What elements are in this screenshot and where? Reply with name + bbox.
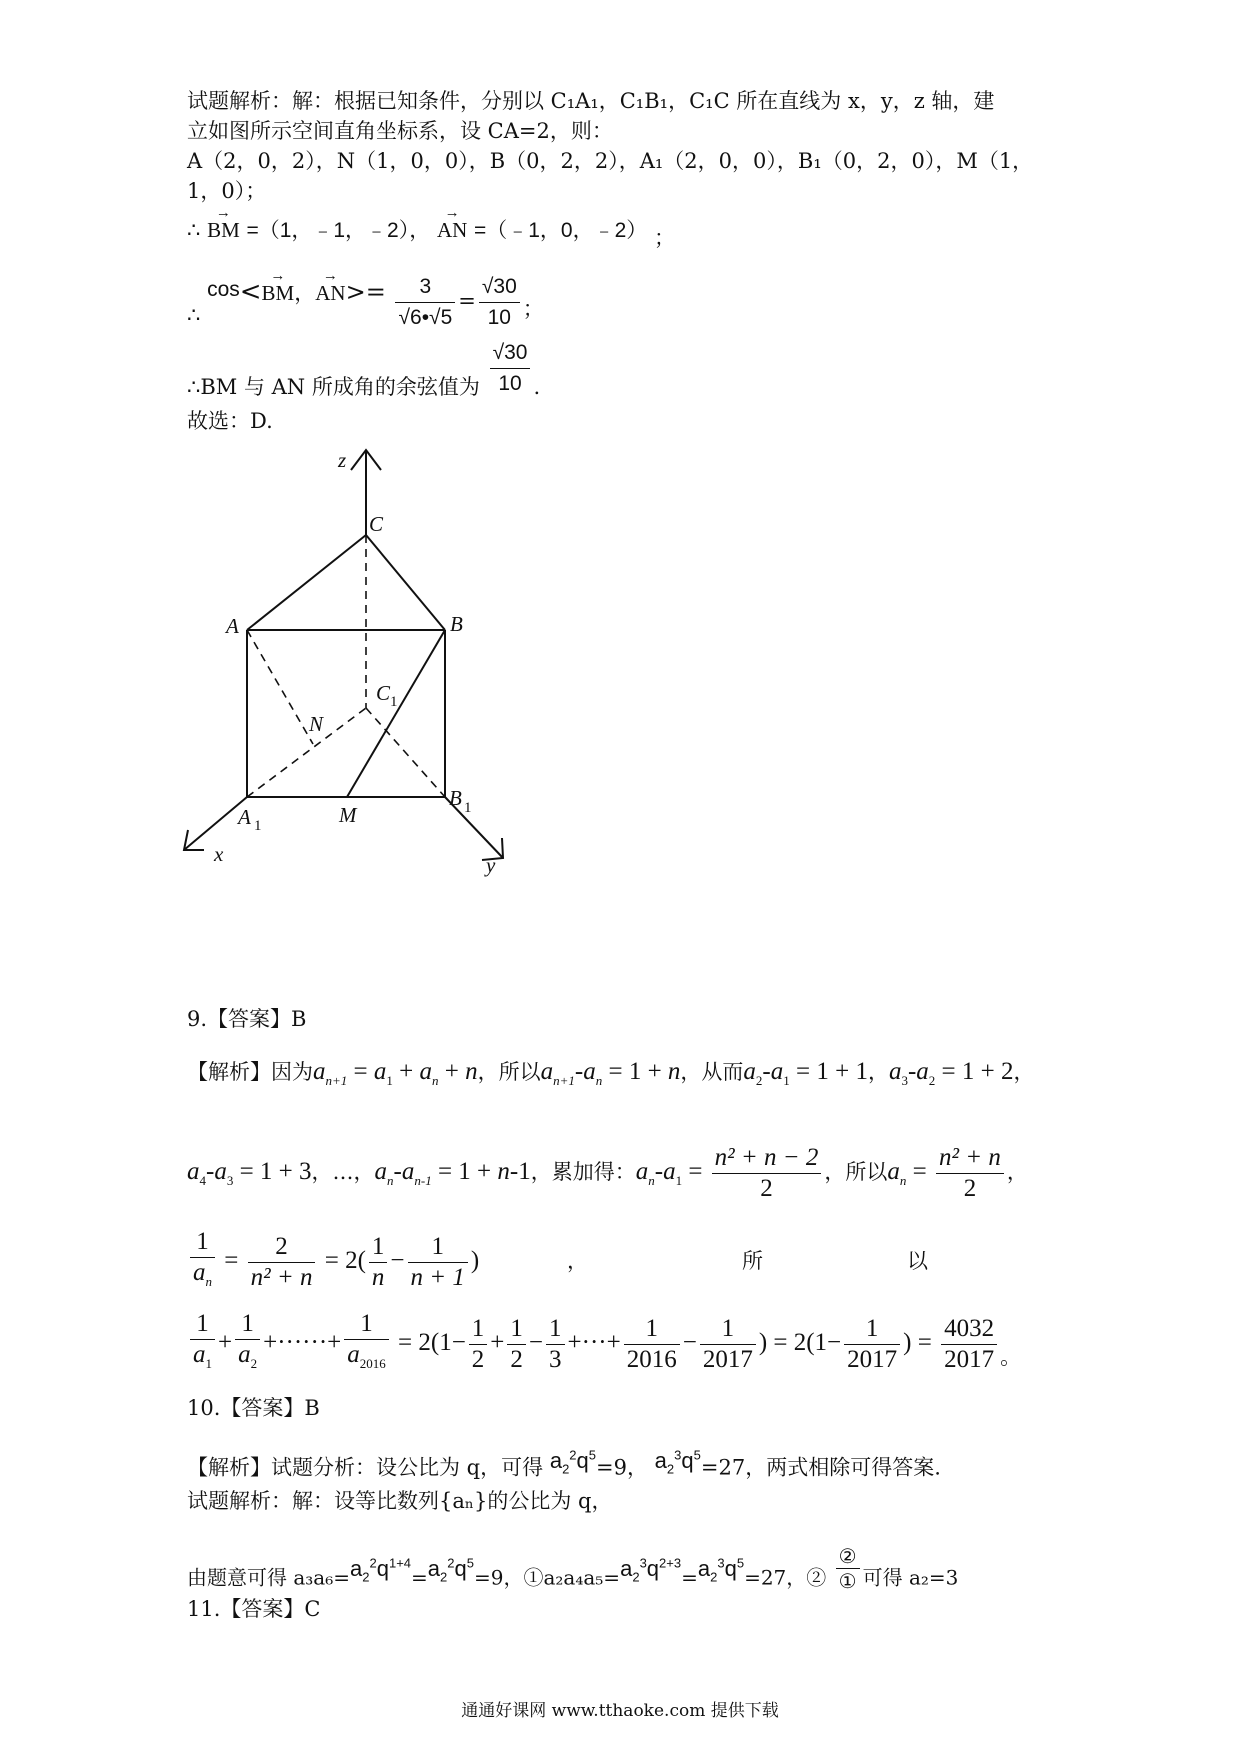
q9-t-4-num: 1 (624, 1314, 680, 1345)
q9-result-den: 2017 (944, 1345, 995, 1373)
q9-frac-a-den: 2 (760, 1174, 773, 1202)
q9-comma-4: ， (567, 1249, 588, 1273)
label-B1: B (449, 786, 462, 810)
q9-frac-b-num: n² + n (936, 1143, 1004, 1174)
vector-bm-2: → BM (262, 263, 295, 323)
q9-because: 因为 (271, 1060, 313, 1084)
q9-comma-2: ， (1013, 1060, 1035, 1084)
label-y: y (486, 853, 496, 877)
q9-t-5-num: 1 (700, 1314, 756, 1345)
q9-t-2-num: 1 (507, 1314, 526, 1345)
cos-comma: ， (294, 281, 316, 305)
label-B1-sub: 1 (464, 800, 472, 816)
q9-frac-d-den: n² + n (250, 1263, 313, 1291)
q9-t-1 (469, 1314, 488, 1375)
q10-eq-27: =27，两式相除可得答案. (700, 1455, 941, 1480)
cos-fraction-num: 3 (395, 272, 455, 303)
q9-frac-f-num: 1 (408, 1232, 468, 1263)
q9-so: ，所以 (477, 1060, 541, 1084)
q9-t-1-den: 2 (471, 1345, 485, 1373)
s8-line-1: 试题解析：解：根据已知条件，分别以 C₁A₁，C₁B₁，C₁C 所在直线为 x，y，z 轴，建 (187, 89, 995, 113)
q9-sum-1-num: 1 (190, 1309, 215, 1340)
s8-line-2: 立如图所示空间直角坐标系，设 CA=2，则： (187, 119, 613, 143)
therefore-symbol: ∴ (187, 218, 201, 242)
q9-sum-text: ，累加得： (530, 1160, 636, 1184)
result-den: 10 (487, 306, 511, 329)
q9-t-5 (700, 1314, 756, 1375)
q9-comma-3: ， (1006, 1160, 1028, 1184)
semicolon: ； (653, 226, 675, 250)
q10-eq-9: =9， (596, 1455, 648, 1480)
vector-an-2: → AN (315, 263, 345, 323)
q10-analysis: 【解析】试题分析：设公比为 q，可得 (187, 1455, 544, 1480)
q9-line-3: $\frac{1}{a_n}$ = $\frac{2}{\text{n² + n}}$ = 2( $\frac{1}{n}$ − $\frac{1}{n + 1}$ ) ， 所 以 (187, 1225, 1037, 1297)
semicolon-2: ； (522, 297, 544, 321)
q10-line-1: 【解析】试题分析：设公比为 q，可得 $a_2^2q^5=9$， $a_2^3q^5=27$，两式相除可得答案. (187, 1448, 941, 1480)
q9-dots: ，…， (311, 1160, 375, 1184)
q9-suo: 所 (742, 1249, 763, 1273)
label-C1: C (376, 681, 391, 705)
choose-answer: 故选：D. (187, 409, 273, 433)
q9-frac-c: $\frac{1}{a_n}$ (190, 1227, 215, 1297)
edge-C1B1 (366, 708, 445, 797)
q10-l3-d: 可得 a₂=3 (862, 1565, 959, 1590)
edge-A1C1 (247, 708, 366, 797)
q9-t-1-num: 1 (469, 1314, 488, 1345)
q9-result-num: 4032 (941, 1314, 997, 1345)
cos-fraction (395, 272, 455, 333)
q9-frac-c-num: 1 (190, 1227, 215, 1258)
label-A1-sub: 1 (254, 818, 262, 834)
q9-line-4: $\frac{1}{a_1}$ + $\frac{1}{a_2}$ +······+ $\frac{1}{a_{2016}}$ = 2(1− $\frac{1}{2}$ + $\frac{1}{2}$ − $\frac{1}{3}$ +···+ $\frac{1}{2016}$ − $\frac{1}{2017}$ ) = 2(1− $\frac{1}{2017}$ ) = $\frac{4032}{2017}$ $_。$ (187, 1307, 1021, 1379)
label-A1: A (238, 805, 251, 829)
vector-bm: → BM (207, 216, 240, 244)
bm-value: =（1，﹣1，﹣2）， (246, 219, 431, 242)
label-B: B (450, 612, 463, 636)
label-N: N (309, 712, 324, 736)
conclusion-num: √30 (490, 338, 531, 369)
q9-t-4-den: 2016 (626, 1345, 677, 1373)
q10-line-3: 由题意可得 $a_3a_6=a_2^2q^{1+4}=a_2^2q^5=9$，$①a_2a_4a_5=a_2^3q^{2+3}=a_2^3q^5=27$，② $\frac{\text{②}}{\text{①}}$ 可得 a₂=3 (187, 1544, 959, 1594)
label-x: x (214, 842, 224, 866)
conclusion-period: . (533, 375, 541, 399)
conclusion-fraction (490, 338, 531, 399)
q10-line-2: 试题解析：解：设等比数列{aₙ}的公比为 q， (187, 1489, 613, 1513)
q9-frac-e-num: 1 (369, 1232, 388, 1263)
s8-line-4: 1，0）； (187, 179, 267, 203)
label-C: C (369, 512, 384, 536)
page-footer: 通通好课网 www.tthaoke.com 提供下载 (461, 1701, 779, 1721)
vector-an: → AN (437, 216, 467, 244)
q11-answer: 11.【答案】C (187, 1597, 321, 1621)
q9-frac-d-num: 2 (248, 1232, 316, 1263)
result-fraction (479, 272, 520, 333)
q10-answer: 10.【答案】B (187, 1396, 320, 1420)
q9-frac-d (248, 1232, 316, 1293)
q9-t-3-num: 1 (546, 1314, 565, 1345)
label-C1-sub: 1 (390, 694, 398, 710)
cos-fraction-den: √6•√5 (398, 306, 453, 329)
an-value: =（﹣1，0，﹣2） (473, 219, 648, 242)
q9-so-2: ，所以 (824, 1160, 888, 1184)
q9-t-6 (844, 1314, 900, 1375)
q10-l3-c: =27，② (744, 1565, 827, 1590)
q10-ratio-den: ① (838, 1569, 857, 1594)
q9-t-6-den: 2017 (847, 1345, 898, 1373)
therefore-symbol-2: ∴ (187, 303, 201, 327)
q9-yi: 以 (907, 1249, 928, 1273)
q9-t-3-den: 3 (549, 1345, 562, 1373)
conclusion-text: ∴BM 与 AN 所成角的余弦值为 (187, 375, 480, 399)
s8-line-3: A（2，0，2），N（1，0，0），B（0，2，2），A₁（2，0，0），B₁（0，2，0），M（1， (187, 149, 1034, 173)
s8-vector-line (187, 216, 675, 250)
q9-sum-2-num: 1 (235, 1309, 260, 1340)
segment-AN (247, 630, 313, 744)
label-z: z (338, 448, 347, 472)
cos-word: cos (207, 278, 240, 301)
q9-jiexi: 【解析】 (187, 1061, 271, 1084)
q9-t-3 (546, 1314, 565, 1375)
q9-sum-2: $\frac{1}{a_2}$ (235, 1309, 260, 1379)
q9-t-4 (624, 1314, 680, 1375)
q9-sum-3-num: 1 (344, 1309, 389, 1340)
cos-eq: = (458, 289, 476, 313)
edge-AC (247, 535, 366, 630)
q9-frac-b-den: 2 (963, 1174, 977, 1202)
result-num: √30 (479, 272, 520, 303)
q10-l3-a: 由题意可得 a₃a₆= (187, 1565, 350, 1590)
q9-line-2: $a_4-a_3 = 1 + 3$，…，$a_n-a_{n-1} = 1 + n-1$，累加得：$a_n-a_1$ = $\frac{\text{n² + n − 2}}{2}$ ，所以$a_n$ = $\frac{\text{n² + n}}{2}$ ， (187, 1143, 1028, 1202)
edge-CB (366, 535, 445, 630)
q10-ratio-num: ② (836, 1544, 860, 1569)
q9-t-2-den: 2 (510, 1345, 523, 1373)
q9-frac-a (712, 1143, 822, 1204)
q9-end: 。 (1000, 1345, 1022, 1369)
q9-thus: ，从而 (680, 1060, 744, 1084)
segment-BM (347, 630, 445, 797)
q9-frac-b (936, 1143, 1004, 1204)
q9-frac-a-num: n² + n − 2 (712, 1143, 822, 1174)
angle-close-eq: >= (345, 278, 386, 306)
s8-conclusion (187, 341, 541, 407)
q10-l3-b: =9，①a₂a₄a₅= (474, 1565, 621, 1590)
q9-line-1: 【解析】因为$a_{n+1} = a_1 + a_n + n$，所以$a_{n+1}-a_n = 1 + n$，从而$a_2-a_1 = 1 + 1$，$a_3-a_2 = 1 + 2$， (187, 1058, 1035, 1088)
q10-ratio (836, 1544, 860, 1593)
q9-t-5-den: 2017 (702, 1345, 753, 1373)
label-M: M (339, 803, 357, 827)
s8-cos-line (187, 270, 544, 333)
q9-answer: 9.【答案】B (187, 1007, 307, 1031)
q9-t-6-num: 1 (844, 1314, 900, 1345)
q9-frac-e: $\frac{1}{n}$ (369, 1232, 388, 1293)
q9-frac-f: $\frac{1}{n + 1}$ (408, 1232, 468, 1293)
conclusion-den: 10 (498, 372, 522, 395)
q9-t-2 (507, 1314, 526, 1375)
q9-sum-3: $\frac{1}{a_{2016}}$ (344, 1309, 389, 1379)
angle-open: < (239, 277, 262, 307)
q9-sum-1: $\frac{1}{a_1}$ (190, 1309, 215, 1379)
prism-figure (170, 440, 530, 890)
q9-result (941, 1314, 997, 1375)
q9-comma-1: ， (867, 1060, 889, 1084)
label-A: A (226, 614, 239, 638)
